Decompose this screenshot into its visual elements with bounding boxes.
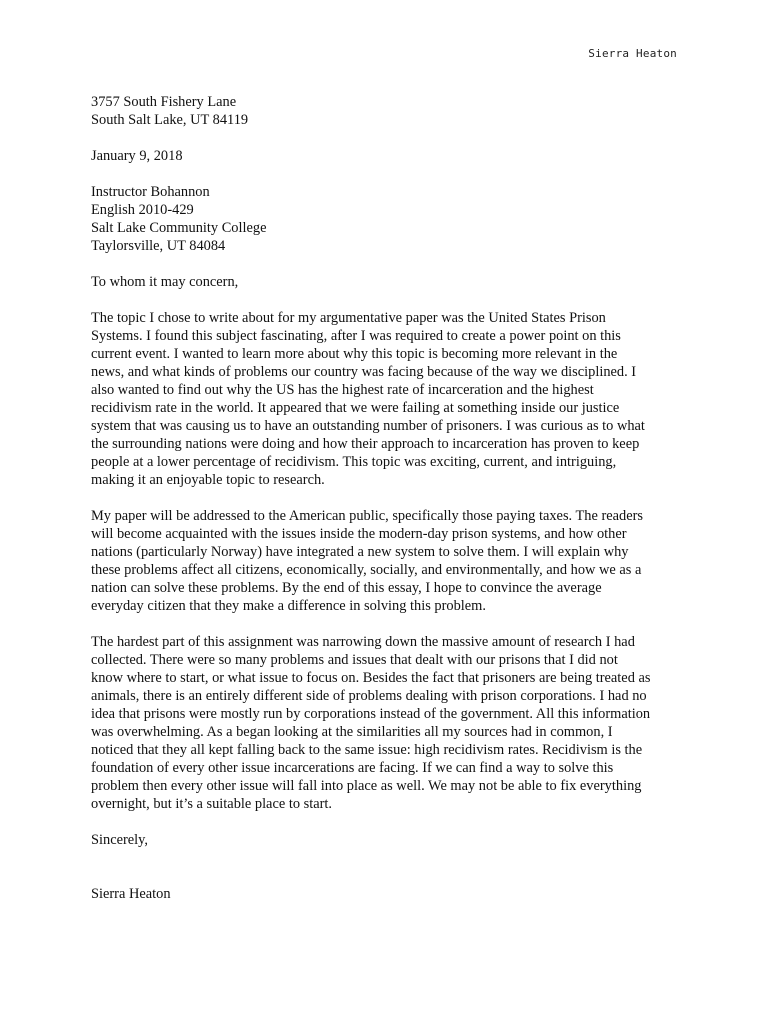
salutation: To whom it may concern, [91,274,239,290]
recipient-line: Salt Lake Community College [91,220,267,236]
sender-address [91,93,681,129]
paragraph-line: current event. I wanted to learn more about why this topic is becoming more relevant in the [91,346,618,362]
paragraph-line: people at a lower percentage of recidivism. This topic was exciting, current, and intriguing, [91,454,617,470]
paragraph-topic [91,309,681,489]
recipient-line: Instructor Bohannon [91,184,210,200]
paragraph-line: The hardest part of this assignment was narrowing down the massive amount of research I had [91,634,635,650]
closing: Sincerely, [91,832,149,848]
paragraph-line: nations (particularly Norway) have integrated a new system to solve them. I will explain why [91,544,629,560]
paragraph-line: these problems affect all citizens, economically, socially, and environmentally, and how we as a [91,562,642,578]
paragraph-line: foundation of every other issue incarcerations are facing. If we can find a way to solve this [91,760,614,776]
signature-name: Sierra Heaton [91,886,171,902]
sender-address-line: South Salt Lake, UT 84119 [91,112,249,128]
paragraph-line: Systems. I found this subject fascinating, after I was required to create a power point on this [91,328,621,344]
paragraph-line: system that was causing us to have an outstanding number of prisoners. I was curious as to what [91,418,645,434]
paragraph-line: was overwhelming. As a began looking at the similarities all my sources had in common, I [91,724,613,740]
paragraph-line: The topic I chose to write about for my argumentative paper was the United States Prison [91,310,606,326]
paragraph-challenges [91,633,681,813]
paragraph-line: nation can solve these problems. By the end of this essay, I hope to convince the average [91,580,602,596]
letter-date: January 9, 2018 [91,148,183,164]
paragraph-audience [91,507,681,615]
paragraph-line: also wanted to find out why the US has the highest rate of incarceration and the highest [91,382,594,398]
paragraph-line: problem then every other issue will fall into place as well. We may not be able to fix everything [91,778,642,794]
paragraph-line: idea that prisons were mostly run by corporations instead of the government. All this information [91,706,651,722]
paragraph-line: noticed that they all kept falling back to the same issue: high recidivism rates. Recidivism is the [91,742,643,758]
header-author-name: Sierra Heaton [588,47,677,60]
paragraph-line: news, and what kinds of problems our country was facing because of the way we disciplined. I [91,364,637,380]
paragraph-line: everyday citizen that they make a difference in solving this problem. [91,598,486,614]
paragraph-line: animals, there is an entirely different side of problems dealing with prison corporations. I had no [91,688,647,704]
paragraph-line: recidivism rate in the world. It appeared that we were failing at something inside our justice [91,400,620,416]
paragraph-line: the surrounding nations were doing and how their approach to incarceration has proven to keep [91,436,640,452]
letter-body [91,93,681,903]
recipient-address [91,183,681,255]
sender-address-line: 3757 South Fishery Lane [91,94,237,110]
paragraph-line: My paper will be addressed to the American public, specifically those paying taxes. The readers [91,508,643,524]
recipient-line: English 2010-429 [91,202,194,218]
paragraph-line: overnight, but it’s a suitable place to start. [91,796,332,812]
paragraph-line: will become acquainted with the issues inside the modern-day prison systems, and how other [91,526,627,542]
paragraph-line: making it an enjoyable topic to research. [91,472,325,488]
paragraph-line: collected. There were so many problems and issues that dealt with our prisons that I did not [91,652,618,668]
paragraph-line: know where to start, or what issue to focus on. Besides the fact that prisoners are being treated as [91,670,651,686]
recipient-line: Taylorsville, UT 84084 [91,238,226,254]
